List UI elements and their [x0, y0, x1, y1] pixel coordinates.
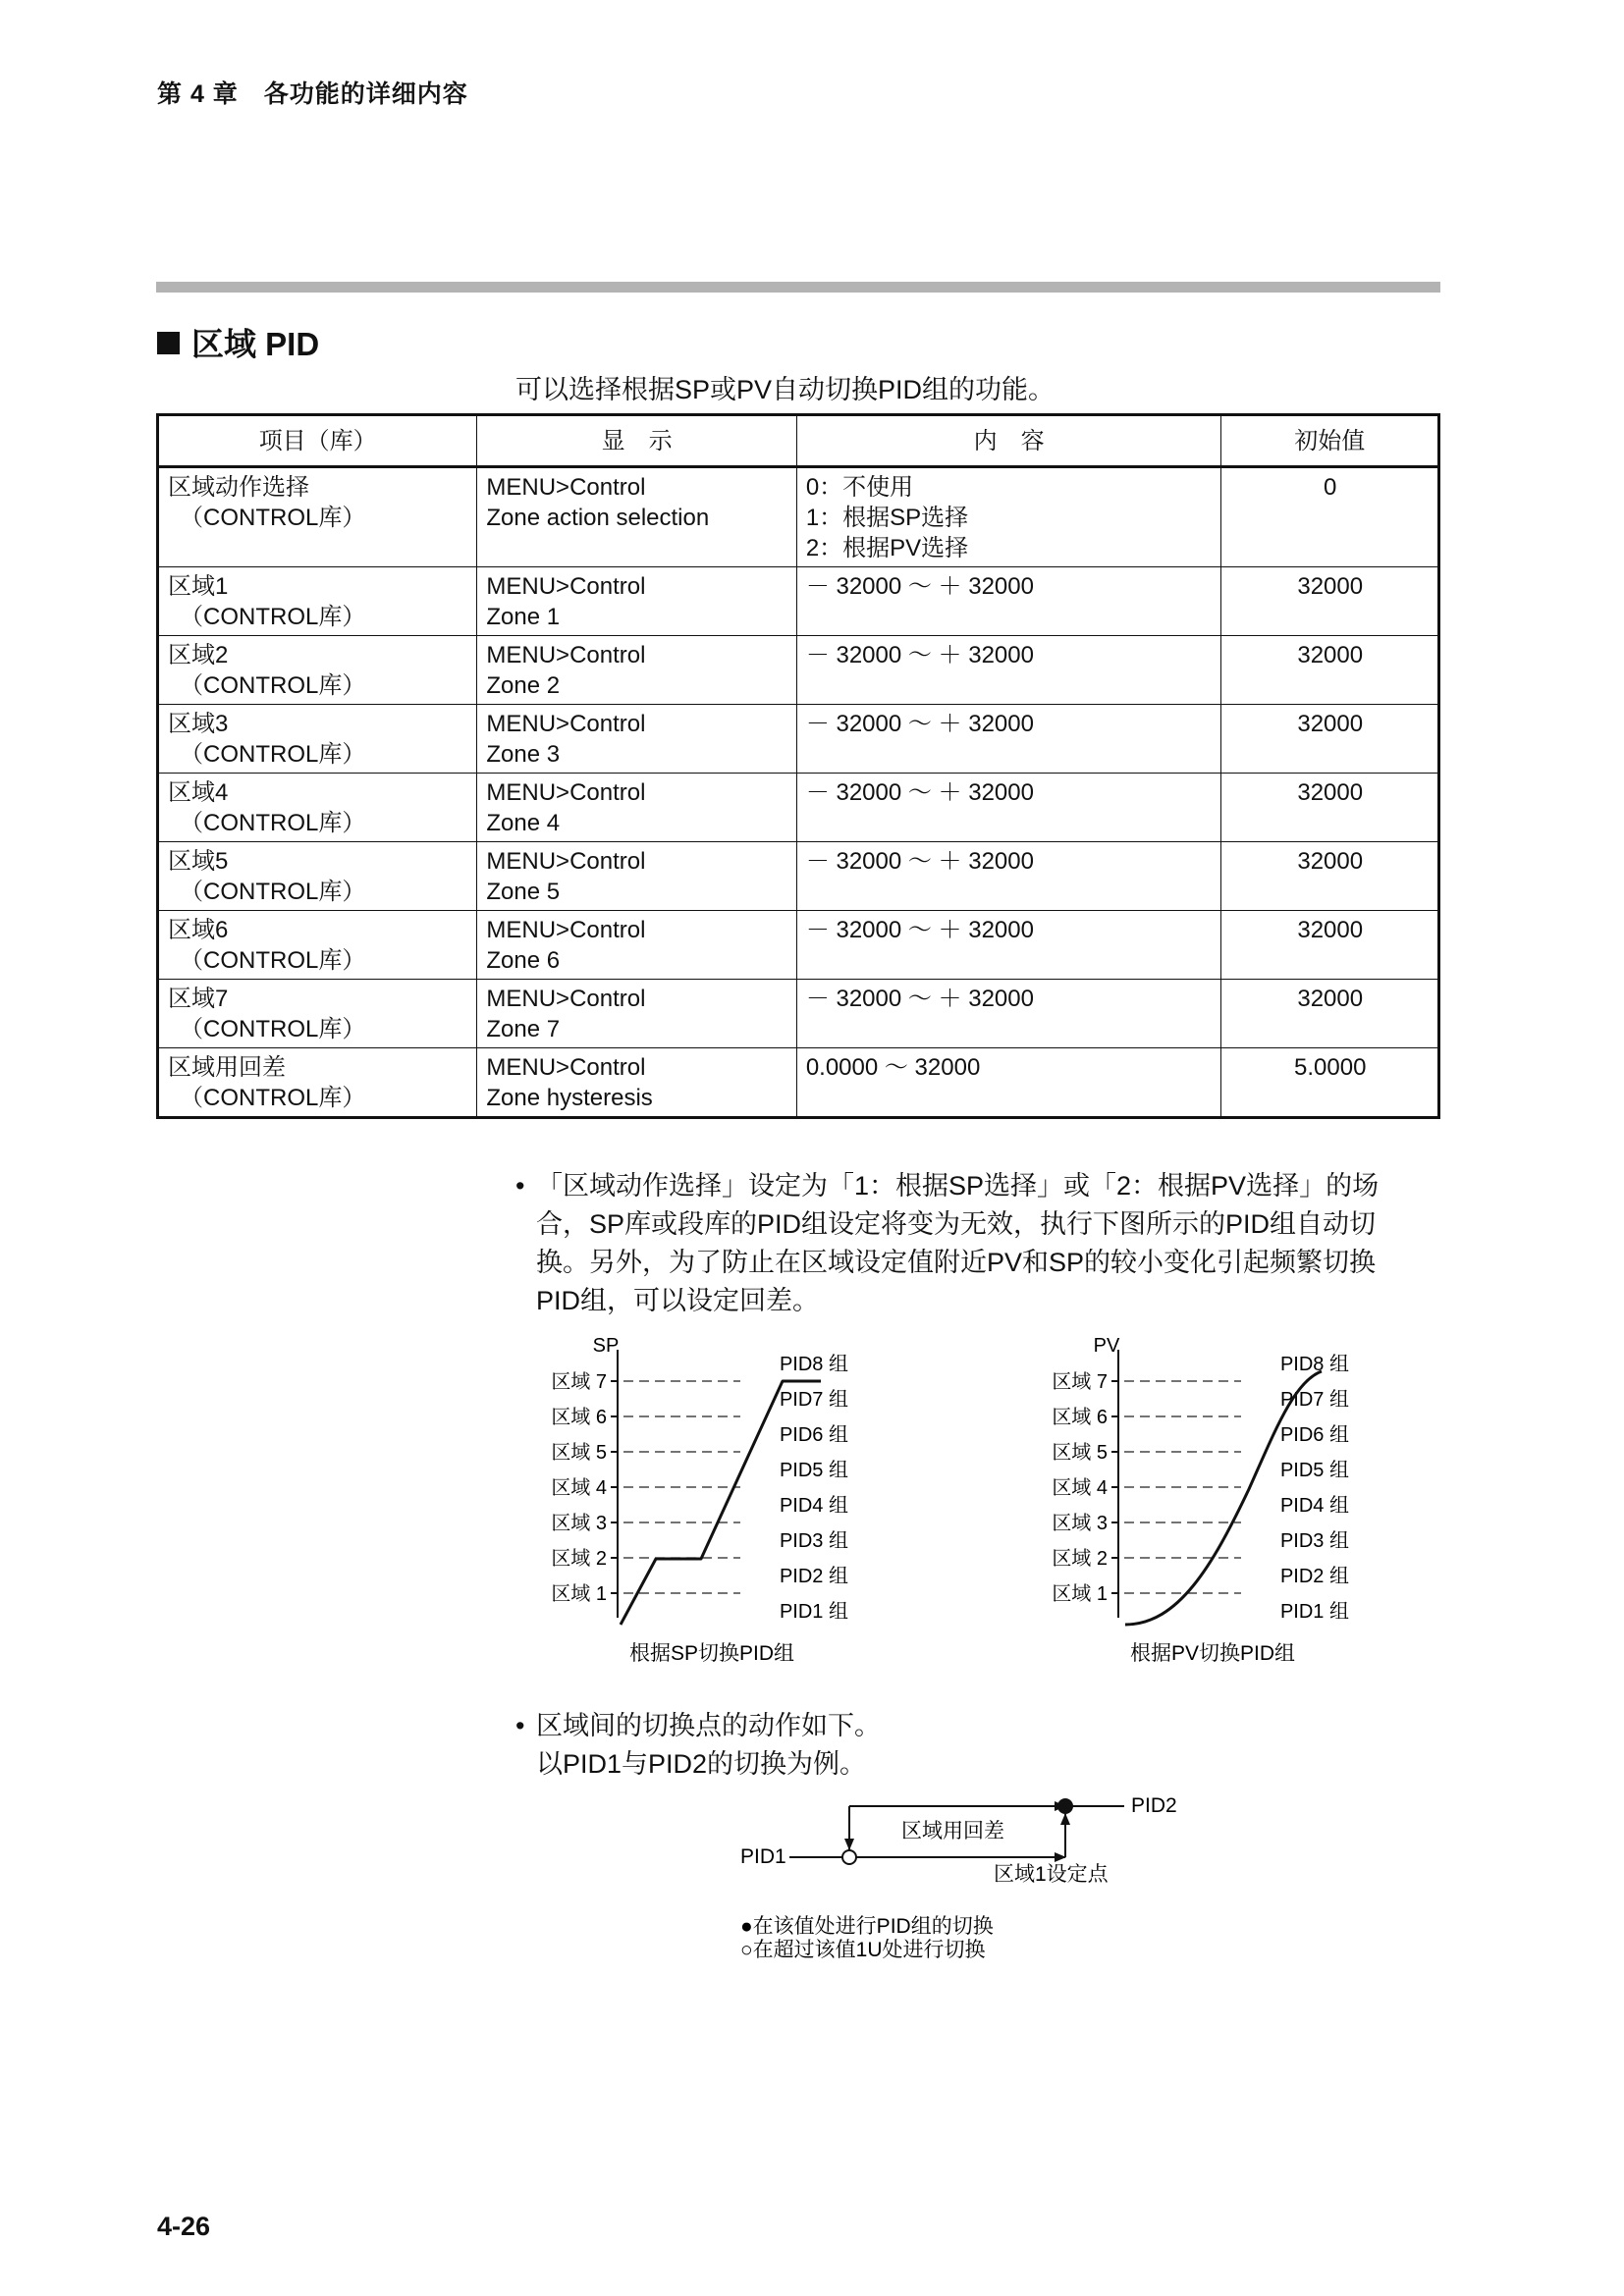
item-library: （CONTROL库） [180, 505, 366, 531]
pid-group-label: PID1 组 [1279, 1601, 1349, 1623]
pid-group-label: PID5 组 [1279, 1460, 1349, 1481]
cell-item [158, 636, 477, 705]
sp-zone-diagram [530, 1330, 962, 1683]
display-name: Zone 1 [486, 604, 561, 630]
parameter-table [156, 413, 1440, 1119]
cell-content [796, 842, 1221, 911]
cell-display [477, 705, 796, 774]
item-name: 区域7 [168, 986, 229, 1012]
content-line: － 32000 ～ ＋ 32000 [805, 711, 1034, 737]
cell-initial-value: 32000 [1221, 567, 1439, 636]
column-header-initial: 初始值 [1221, 415, 1439, 467]
cell-item [158, 1048, 477, 1118]
cell-content [796, 911, 1221, 980]
item-library: （CONTROL库） [180, 741, 366, 768]
zone-label: 区域 5 [551, 1442, 607, 1464]
figure-caption: 根据SP切换PID组 [628, 1642, 795, 1665]
zone-label: 区域 4 [551, 1477, 607, 1499]
table-row [158, 636, 1439, 705]
content-line: － 32000 ～ ＋ 32000 [805, 573, 1034, 600]
cell-initial-value: 32000 [1221, 774, 1439, 842]
cell-content [796, 1048, 1221, 1118]
item-name: 区域动作选择 [168, 474, 309, 501]
note-zone-switching [515, 1167, 1379, 1320]
cell-initial-value: 32000 [1221, 980, 1439, 1048]
pid-group-label: PID2 组 [1279, 1566, 1349, 1587]
zone-label: 区域 4 [1052, 1477, 1108, 1499]
pid-group-label: PID5 组 [779, 1460, 848, 1481]
content-line: － 32000 ～ ＋ 32000 [805, 642, 1034, 668]
cell-item [158, 911, 477, 980]
item-library: （CONTROL库） [180, 947, 366, 974]
zone-label: 区域 6 [1052, 1407, 1108, 1428]
item-library: （CONTROL库） [180, 1016, 366, 1042]
hysteresis-label: 区域用回差 [901, 1820, 1004, 1842]
content-line: 0.0000 ～ 32000 [805, 1054, 981, 1081]
item-name: 区域3 [168, 711, 229, 737]
item-library: （CONTROL库） [180, 604, 366, 630]
cell-content [796, 567, 1221, 636]
pid-group-label: PID7 组 [1279, 1389, 1349, 1411]
cell-display [477, 636, 796, 705]
content-line: － 32000 ～ ＋ 32000 [805, 779, 1034, 806]
menu-path: MENU>Control [486, 986, 646, 1012]
cell-display [477, 774, 796, 842]
cell-initial-value: 32000 [1221, 705, 1439, 774]
zone1-setpoint-label: 区域1设定点 [994, 1863, 1109, 1886]
content-line: 1：根据SP选择 [805, 505, 969, 531]
display-name: Zone hysteresis [486, 1085, 653, 1111]
item-name: 区域2 [168, 642, 229, 668]
bullet-icon: • [515, 1171, 525, 1201]
table-row [158, 774, 1439, 842]
item-name: 区域1 [168, 573, 229, 600]
pid-group-label: PID6 组 [1279, 1424, 1349, 1446]
table-row [158, 467, 1439, 567]
square-bullet-icon [157, 332, 180, 354]
note-switch-point [515, 1707, 881, 1784]
cell-content [796, 980, 1221, 1048]
zone-label: 区域 2 [1052, 1548, 1108, 1570]
menu-path: MENU>Control [486, 573, 646, 600]
cell-display [477, 911, 796, 980]
menu-path: MENU>Control [486, 1054, 646, 1081]
display-name: Zone 3 [486, 741, 561, 768]
cell-content [796, 636, 1221, 705]
cell-initial-value: 32000 [1221, 911, 1439, 980]
cell-item [158, 842, 477, 911]
page-number: 4-26 [157, 2212, 211, 2241]
zone-label: 区域 1 [1052, 1583, 1108, 1605]
table-row [158, 911, 1439, 980]
pid-group-label: PID6 组 [779, 1424, 848, 1446]
display-name: Zone 2 [486, 672, 561, 699]
cell-initial-value: 32000 [1221, 842, 1439, 911]
cell-display [477, 467, 796, 567]
cell-display [477, 980, 796, 1048]
display-name: Zone 6 [486, 947, 561, 974]
pid-group-label: PID4 组 [779, 1495, 848, 1517]
cell-item [158, 467, 477, 567]
cell-content [796, 467, 1221, 567]
column-header-display: 显 示 [477, 415, 796, 467]
column-header-content: 内 容 [796, 415, 1221, 467]
section-intro: 可以选择根据SP或PV自动切换PID组的功能。 [515, 375, 1056, 404]
content-line: － 32000 ～ ＋ 32000 [805, 848, 1034, 875]
open-circle-icon [842, 1850, 856, 1864]
content-line: － 32000 ～ ＋ 32000 [805, 917, 1034, 943]
item-name: 区域6 [168, 917, 229, 943]
legend-filled: ●在该值处进行PID组的切换 [740, 1915, 994, 1938]
menu-path: MENU>Control [486, 711, 646, 737]
cell-display [477, 842, 796, 911]
content-line: 0：不使用 [805, 474, 914, 501]
cell-item [158, 980, 477, 1048]
content-line: － 32000 ～ ＋ 32000 [805, 986, 1034, 1012]
zone-label: 区域 3 [551, 1513, 607, 1534]
cell-display [477, 567, 796, 636]
cell-initial-value: 0 [1221, 467, 1439, 567]
table-row [158, 842, 1439, 911]
display-name: Zone 5 [486, 879, 561, 905]
table-row [158, 1048, 1439, 1118]
item-library: （CONTROL库） [180, 810, 366, 836]
bullet-icon: • [515, 1711, 525, 1740]
zone-label: 区域 7 [551, 1371, 607, 1393]
pid-group-label: PID2 组 [779, 1566, 848, 1587]
menu-path: MENU>Control [486, 848, 646, 875]
pid-group-label: PID8 组 [1279, 1354, 1349, 1375]
cell-item [158, 567, 477, 636]
table-row [158, 567, 1439, 636]
item-library: （CONTROL库） [180, 672, 366, 699]
display-name: Zone 7 [486, 1016, 561, 1042]
note-line: 换。另外，为了防止在区域设定值附近PV和SP的较小变化引起频繁切换 [536, 1248, 1377, 1277]
menu-path: MENU>Control [486, 779, 646, 806]
pid-group-label: PID8 组 [779, 1354, 848, 1375]
zone-label: 区域 2 [551, 1548, 607, 1570]
cell-item [158, 705, 477, 774]
legend-open: ○在超过该值1U处进行切换 [740, 1939, 986, 1961]
axis-label: PV [1093, 1335, 1120, 1357]
column-header-item: 项目（库） [158, 415, 477, 467]
menu-path: MENU>Control [486, 917, 646, 943]
cell-initial-value: 32000 [1221, 636, 1439, 705]
pid-group-label: PID1 组 [779, 1601, 848, 1623]
note-line: • 区域间的切换点的动作如下。 [515, 1707, 881, 1745]
pid-group-label: PID3 组 [1279, 1530, 1349, 1552]
cell-item [158, 774, 477, 842]
chapter-header: 第 4 章 各功能的详细内容 [157, 80, 468, 108]
pid1-label: PID1 [740, 1845, 786, 1868]
table-row [158, 705, 1439, 774]
switch-point-diagram [727, 1779, 1218, 1990]
item-library: （CONTROL库） [180, 1085, 366, 1111]
pid-group-label: PID4 组 [1279, 1495, 1349, 1517]
table-row [158, 980, 1439, 1048]
axis-label: SP [592, 1335, 620, 1357]
menu-path: MENU>Control [486, 642, 646, 668]
zone-label: 区域 3 [1052, 1513, 1108, 1534]
content-line: 2：根据PV选择 [805, 535, 969, 561]
figure-caption: 根据PV切换PID组 [1129, 1642, 1296, 1665]
section-divider [156, 282, 1440, 293]
note-line: 合，SP库或段库的PID组设定将变为无效，执行下图所示的PID组自动切 [536, 1209, 1377, 1239]
cell-display [477, 1048, 796, 1118]
table-body [158, 467, 1439, 1118]
pid-group-label: PID7 组 [779, 1389, 848, 1411]
cell-content [796, 705, 1221, 774]
pid-group-label: PID3 组 [779, 1530, 848, 1552]
section-title-text: 区域 PID [191, 326, 320, 362]
filled-circle-icon [1057, 1798, 1073, 1814]
display-name: Zone 4 [486, 810, 561, 836]
table-header-row [158, 415, 1439, 467]
cell-content [796, 774, 1221, 842]
menu-path: MENU>Control [486, 474, 646, 501]
note-line: 以PID1与PID2的切换为例。 [536, 1749, 867, 1779]
item-name: 区域4 [168, 779, 229, 806]
item-name: 区域用回差 [168, 1054, 286, 1081]
zone-label: 区域 7 [1052, 1371, 1108, 1393]
note-line: • 「区域动作选择」设定为「1：根据SP选择」或「2：根据PV选择」的场 [515, 1167, 1379, 1205]
zone-label: 区域 5 [1052, 1442, 1108, 1464]
section-title [157, 319, 319, 365]
item-library: （CONTROL库） [180, 879, 366, 905]
zone-label: 区域 1 [551, 1583, 607, 1605]
display-name: Zone action selection [486, 505, 710, 531]
pid2-label: PID2 [1131, 1794, 1177, 1817]
pv-zone-diagram [1031, 1330, 1463, 1683]
zone-label: 区域 6 [551, 1407, 607, 1428]
item-name: 区域5 [168, 848, 229, 875]
note-line: PID组，可以设定回差。 [536, 1286, 820, 1315]
cell-initial-value: 5.0000 [1221, 1048, 1439, 1118]
